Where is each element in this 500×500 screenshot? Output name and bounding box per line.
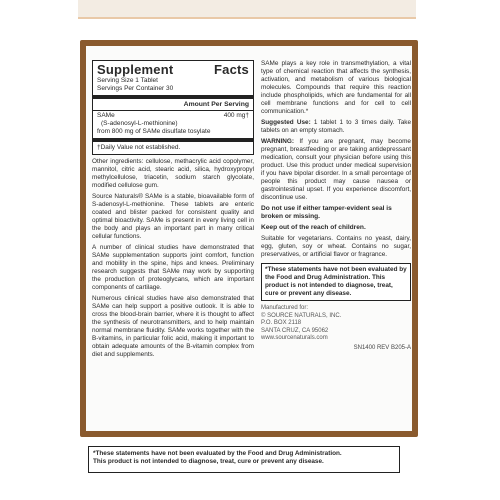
- suggested-use: [261, 119, 411, 135]
- clinical-paragraph-2: Numerous clinical studies have also demonstrated that SAMe can help support a positive outlook. It is able to cross the blood-brain barrier, where it is thought to affect the synthesis of neurotransmitters, and to help maintain normal membrane fluidity. SAMe works together with the B-vitamins, in particular folic acid, making it important to obtain adequate amounts of the B-vitamin complex from diet and supplements.: [92, 295, 254, 358]
- transmethylation-paragraph: SAMe plays a key role in transmethylation, a vital type of chemical reaction that affects the synthesis, activation, and metabolism of various biological molecules. Compounds that require this reaction include phospholipids, which are fundamental for all cell membrane functions and for cell to cell communication.*: [261, 60, 411, 115]
- clinical-paragraph-1: A number of clinical studies have demonstrated that SAMe supplementation supports joint comfort, function and mobility in the spine, hips and knees. Preliminary research suggests that SAMe may work by supporting the production of proteoglycans, which are important components of cartilage.: [92, 244, 254, 291]
- amount-per-serving: Amount Per Serving: [183, 101, 249, 108]
- nutrient-sub: (S-adenosyl-L-methionine): [101, 120, 178, 127]
- company-name: © SOURCE NATURALS, INC.: [261, 312, 342, 319]
- suggested-use-label: Suggested Use:: [261, 119, 311, 126]
- city: SANTA CRUZ, CA 95062: [261, 327, 329, 334]
- product-description: Source Naturals® SAMe is a stable, bioavailable form of S-adenosyl-L-methionine. These tablets are enteric coated and blister packed for consistent quality and optimal bioactivity. SAMe is present in every living cell in the body and plays an important part in many critical cellular functions.: [92, 193, 254, 240]
- label-panel: [80, 40, 418, 437]
- top-strip-line: [78, 17, 416, 19]
- website: www.sourcenaturals.com: [261, 335, 328, 341]
- suggested-use-text: 1 tablet 1 to 3 times daily. Take tablets on an empty stomach.: [261, 119, 411, 134]
- thick-divider: [93, 95, 253, 99]
- bottom-statement-1: *These statements have not been evaluated by the Food and Drug Administration.: [93, 450, 342, 457]
- daily-value-note: †Daily Value not established.: [97, 144, 181, 151]
- serving-size: Serving Size 1 Tablet: [97, 77, 158, 84]
- label-panel-inner: [86, 46, 412, 431]
- supplement-facts-box: [92, 60, 254, 155]
- nutrient-source: from 800 mg of SAMe disulfate tosylate: [97, 128, 211, 135]
- children-warning: Keep out of the reach of children.: [261, 224, 366, 231]
- product-code: SN1400 REV B205-A: [353, 344, 411, 351]
- manufacturer-info: [261, 305, 411, 343]
- right-column: [261, 60, 411, 351]
- nutrient-amount: 400 mg†: [223, 112, 249, 119]
- vegetarian-note: Suitable for vegetarians. Contains no yeast, dairy, egg, gluten, soy or wheat. Contains no sugar, preservatives, or artificial flavor or fragrance.: [261, 235, 411, 258]
- bottom-disclaimer-box: [88, 446, 400, 473]
- manufactured-for: Manufactured for:: [261, 305, 309, 311]
- bottom-band: [80, 438, 418, 490]
- nutrient-name: SAMe: [97, 112, 115, 119]
- tamper-warning: Do not use if either tamper-evident seal is broken or missing.: [261, 205, 392, 220]
- facts-title: [97, 63, 249, 77]
- thin-divider: [93, 110, 253, 111]
- warning: [261, 138, 411, 202]
- warning-text: If you are pregnant, may become pregnant, breastfeeding or are taking antidepressant medication, consult your physician before using this product. Use this product under medical supervision if you have bipolar disorder. In a small percentage of people this product may cause nausea or gastrointestinal upset. If you experience discomfort, discontinue use.: [261, 138, 411, 201]
- nutrient-row: [97, 112, 249, 120]
- po-box: P.O. BOX 2118: [261, 320, 302, 326]
- warning-label: WARNING:: [261, 138, 295, 145]
- fda-disclaimer-box: [261, 263, 411, 301]
- servings-per-container: Servings Per Container 30: [97, 85, 174, 92]
- bottom-statement-2: This product is not intended to diagnose, treat, cure or prevent any disease.: [93, 458, 324, 465]
- fda-disclaimer-text: *These statements have not been evaluated by the Food and Drug Administration. This product is not intended to diagnose, treat, cure or prevent any disease.: [265, 266, 407, 297]
- thick-divider-bottom: [93, 138, 253, 142]
- top-strip: [78, 0, 416, 18]
- other-ingredients: Other ingredients: cellulose, methacrylic acid copolymer, mannitol, citric acid, stearic acid, silica, hydroxypropyl methylcellulose, triacetin, sodium starch glycolate, modified cellulose gum.: [92, 158, 254, 189]
- left-column: [92, 60, 254, 359]
- facts-title-left: Supplement: [97, 62, 174, 77]
- facts-title-right: Facts: [214, 62, 249, 77]
